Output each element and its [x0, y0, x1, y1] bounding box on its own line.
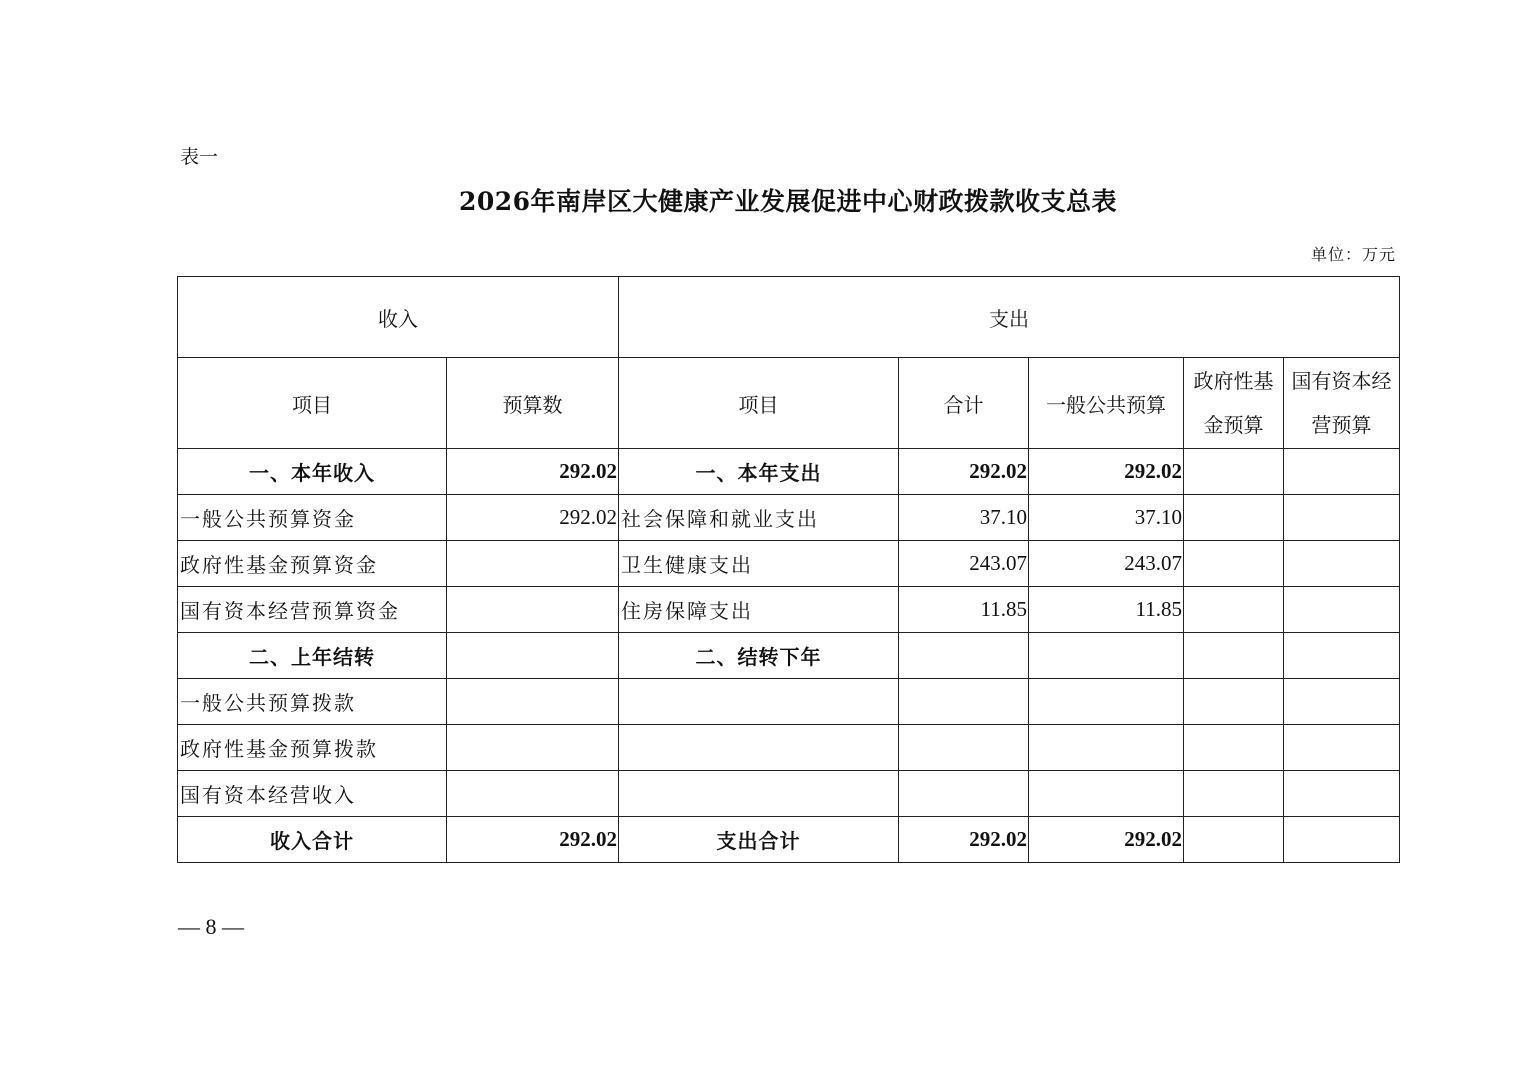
expense-state-capital — [1284, 541, 1400, 587]
expense-item — [619, 725, 899, 771]
income-item: 政府性基金预算资金 — [178, 541, 447, 587]
income-value: 292.02 — [447, 495, 619, 541]
income-value — [447, 725, 619, 771]
table-row — [178, 679, 1400, 725]
table-label: 表一 — [180, 146, 219, 168]
income-value — [447, 541, 619, 587]
expense-state-capital — [1284, 633, 1400, 679]
income-item: 一般公共预算资金 — [178, 495, 447, 541]
expense-item: 住房保障支出 — [619, 587, 899, 633]
expense-state-capital — [1284, 725, 1400, 771]
col-header-gov-fund-budget: 政府性基金预算 — [1184, 358, 1284, 449]
income-item: 一、本年收入 — [178, 449, 447, 495]
budget-summary-table — [177, 276, 1400, 863]
page-title: 2026年南岸区大健康产业发展促进中心财政拨款收支总表 — [458, 187, 1118, 216]
header-row-columns — [178, 358, 1400, 449]
expense-gov-fund — [1184, 817, 1284, 863]
expense-total: 292.02 — [899, 449, 1029, 495]
expense-item: 卫生健康支出 — [619, 541, 899, 587]
expense-total: 11.85 — [899, 587, 1029, 633]
table-row — [178, 495, 1400, 541]
income-header: 收入 — [178, 277, 619, 358]
expense-item: 一、本年支出 — [619, 449, 899, 495]
table-row — [178, 725, 1400, 771]
expense-gov-fund — [1184, 679, 1284, 725]
expense-state-capital — [1284, 495, 1400, 541]
expense-state-capital — [1284, 449, 1400, 495]
expense-gov-fund — [1184, 587, 1284, 633]
expense-gov-fund — [1184, 633, 1284, 679]
income-item: 二、上年结转 — [178, 633, 447, 679]
expense-state-capital — [1284, 587, 1400, 633]
expense-general — [1029, 679, 1184, 725]
expense-gov-fund — [1184, 771, 1284, 817]
table-row-total — [178, 817, 1400, 863]
expense-total — [899, 679, 1029, 725]
income-item: 国有资本经营收入 — [178, 771, 447, 817]
expense-general — [1029, 771, 1184, 817]
income-item: 国有资本经营预算资金 — [178, 587, 447, 633]
income-value: 292.02 — [447, 817, 619, 863]
table-row — [178, 633, 1400, 679]
unit-label: 单位：万元 — [1310, 245, 1396, 264]
expense-item: 支出合计 — [619, 817, 899, 863]
expense-total: 243.07 — [899, 541, 1029, 587]
income-value — [447, 633, 619, 679]
table-row — [178, 587, 1400, 633]
expense-total: 292.02 — [899, 817, 1029, 863]
col-header-general-budget: 一般公共预算 — [1029, 358, 1184, 449]
expense-state-capital — [1284, 679, 1400, 725]
income-item: 收入合计 — [178, 817, 447, 863]
income-item: 政府性基金预算拨款 — [178, 725, 447, 771]
expense-item: 社会保障和就业支出 — [619, 495, 899, 541]
expense-general: 292.02 — [1029, 817, 1184, 863]
expense-header: 支出 — [619, 277, 1400, 358]
expense-gov-fund — [1184, 449, 1284, 495]
expense-general: 292.02 — [1029, 449, 1184, 495]
expense-general — [1029, 725, 1184, 771]
expense-gov-fund — [1184, 495, 1284, 541]
expense-general: 243.07 — [1029, 541, 1184, 587]
expense-total — [899, 633, 1029, 679]
income-item: 一般公共预算拨款 — [178, 679, 447, 725]
page-number: — 8 — — [178, 914, 244, 939]
col-header-state-capital-budget: 国有资本经营预算 — [1284, 358, 1400, 449]
expense-item — [619, 771, 899, 817]
expense-general — [1029, 633, 1184, 679]
income-value — [447, 679, 619, 725]
expense-state-capital — [1284, 817, 1400, 863]
expense-total: 37.10 — [899, 495, 1029, 541]
income-value: 292.02 — [447, 449, 619, 495]
income-value — [447, 587, 619, 633]
header-row-top — [178, 277, 1400, 358]
col-header-budget: 预算数 — [447, 358, 619, 449]
expense-total — [899, 725, 1029, 771]
table-row — [178, 449, 1400, 495]
expense-total — [899, 771, 1029, 817]
expense-general: 11.85 — [1029, 587, 1184, 633]
col-header-income-item: 项目 — [178, 358, 447, 449]
expense-gov-fund — [1184, 541, 1284, 587]
expense-general: 37.10 — [1029, 495, 1184, 541]
col-header-expense-item: 项目 — [619, 358, 899, 449]
expense-gov-fund — [1184, 725, 1284, 771]
expense-state-capital — [1284, 771, 1400, 817]
income-value — [447, 771, 619, 817]
col-header-total: 合计 — [899, 358, 1029, 449]
expense-item: 二、结转下年 — [619, 633, 899, 679]
table-row — [178, 771, 1400, 817]
expense-item — [619, 679, 899, 725]
table-row — [178, 541, 1400, 587]
